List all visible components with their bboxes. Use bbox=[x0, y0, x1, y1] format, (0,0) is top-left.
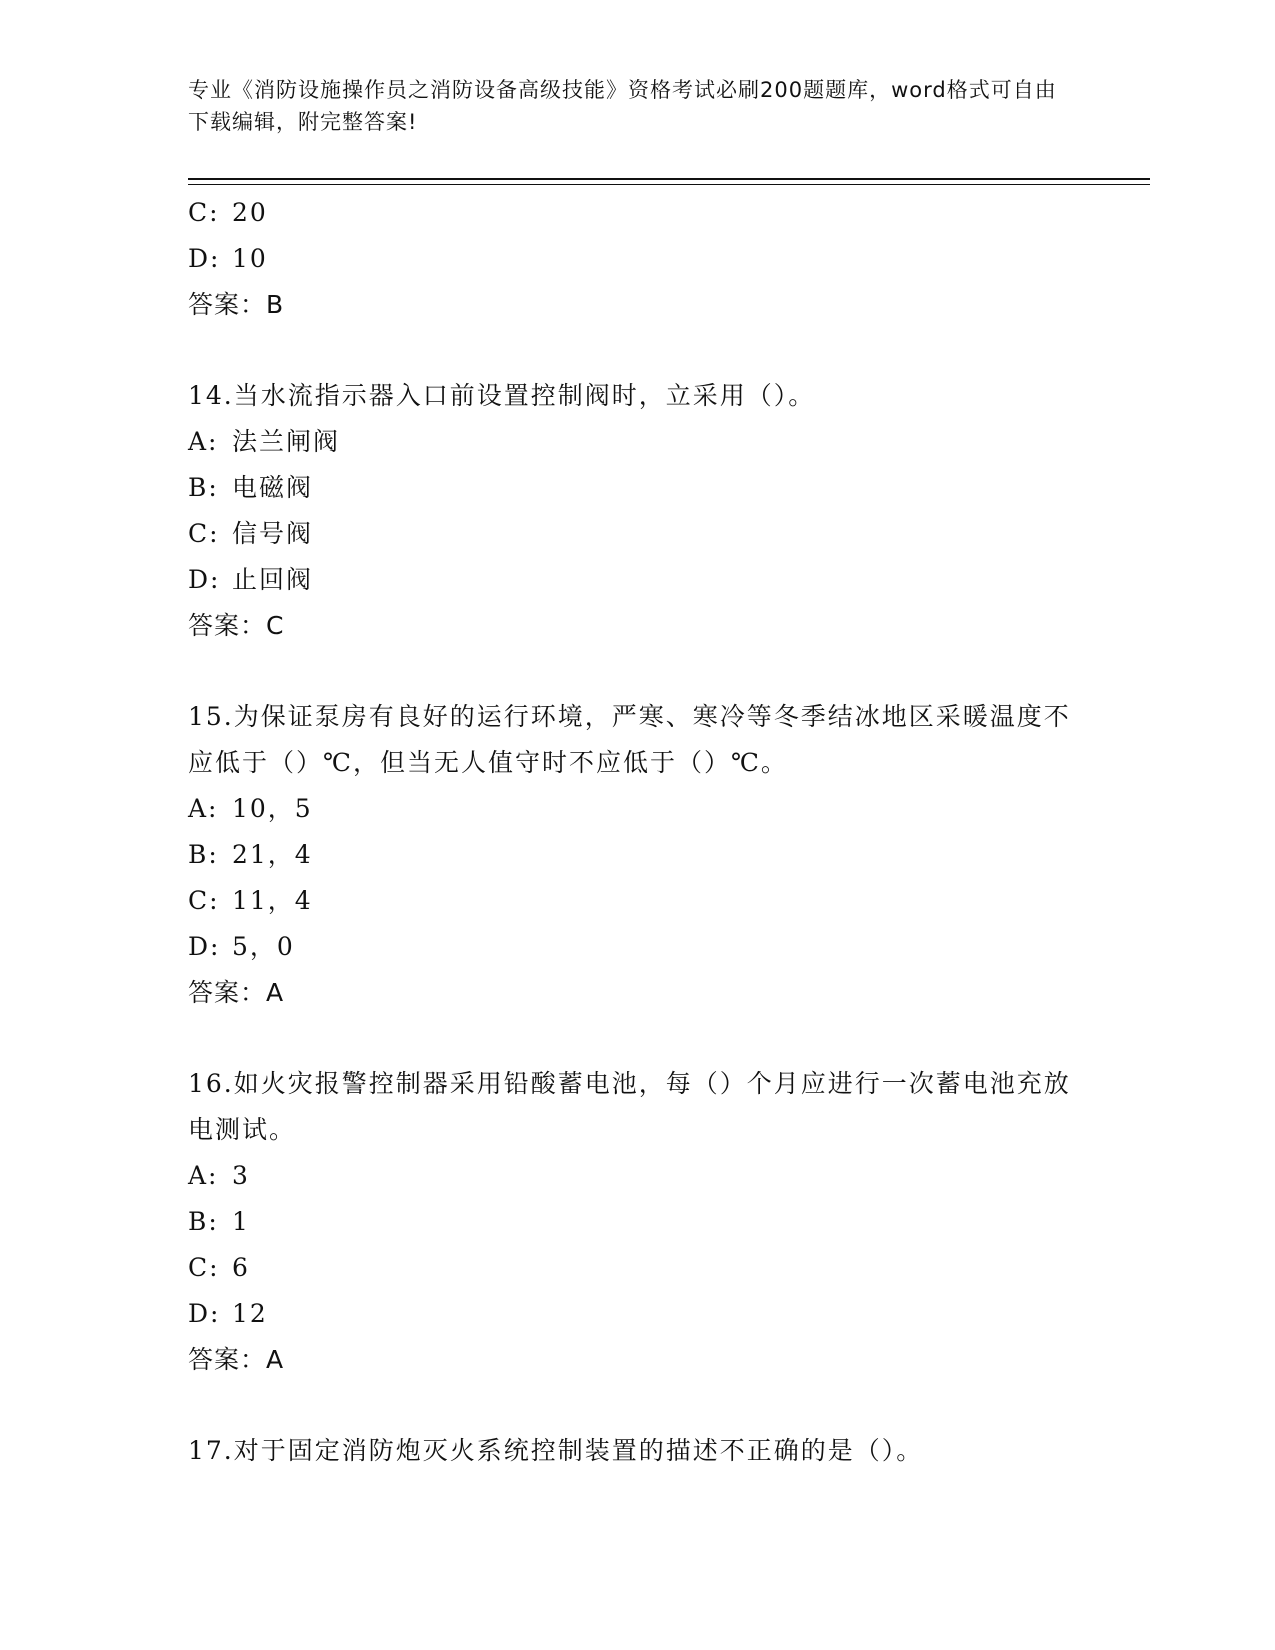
question-15 bbox=[188, 694, 1088, 1016]
option-a: A: 3 bbox=[188, 1161, 250, 1190]
question-stem: 17.对于固定消防炮灭火系统控制装置的描述不正确的是（）。 bbox=[188, 1436, 924, 1465]
question-stem: 15.为保证泵房有良好的运行环境，严寒、寒冷等冬季结冰地区采暖温度不应低于（）℃，但当无人值守时不应低于（）℃。 bbox=[188, 702, 1071, 777]
document-header: 专业《消防设施操作员之消防设备高级技能》资格考试必刷200题题库，word格式可自由下载编辑，附完整答案! bbox=[188, 78, 1057, 134]
option-d: D: 12 bbox=[188, 1299, 268, 1328]
option-b: B: 21，4 bbox=[188, 840, 313, 869]
option-c: C: 信号阀 bbox=[188, 519, 314, 548]
option-b: B: 电磁阀 bbox=[188, 473, 314, 502]
answer: 答案：B bbox=[188, 290, 285, 319]
question-16 bbox=[188, 1061, 1088, 1383]
question-13-continuation bbox=[188, 190, 1088, 328]
answer: 答案：C bbox=[188, 611, 285, 640]
option-c: C: 11，4 bbox=[188, 886, 313, 915]
option-c: C: 6 bbox=[188, 1253, 250, 1282]
option-c: C: 20 bbox=[188, 198, 268, 227]
option-b: B: 1 bbox=[188, 1207, 250, 1236]
option-a: A: 法兰闸阀 bbox=[188, 427, 341, 456]
option-d: D: 止回阀 bbox=[188, 565, 314, 594]
answer: 答案：A bbox=[188, 1345, 285, 1374]
question-stem: 14.当水流指示器入口前设置控制阀时，立采用（）。 bbox=[188, 381, 816, 410]
question-17 bbox=[188, 1428, 1088, 1474]
answer: 答案：A bbox=[188, 978, 285, 1007]
header-rule-thick bbox=[188, 178, 1150, 180]
question-list bbox=[188, 190, 1088, 1474]
question-14 bbox=[188, 373, 1088, 649]
option-a: A: 10，5 bbox=[188, 794, 313, 823]
question-stem: 16.如火灾报警控制器采用铅酸蓄电池，每（）个月应进行一次蓄电池充放电测试。 bbox=[188, 1069, 1071, 1144]
header-rule-thin bbox=[188, 184, 1150, 185]
option-d: D: 10 bbox=[188, 244, 268, 273]
option-d: D: 5，0 bbox=[188, 932, 295, 961]
